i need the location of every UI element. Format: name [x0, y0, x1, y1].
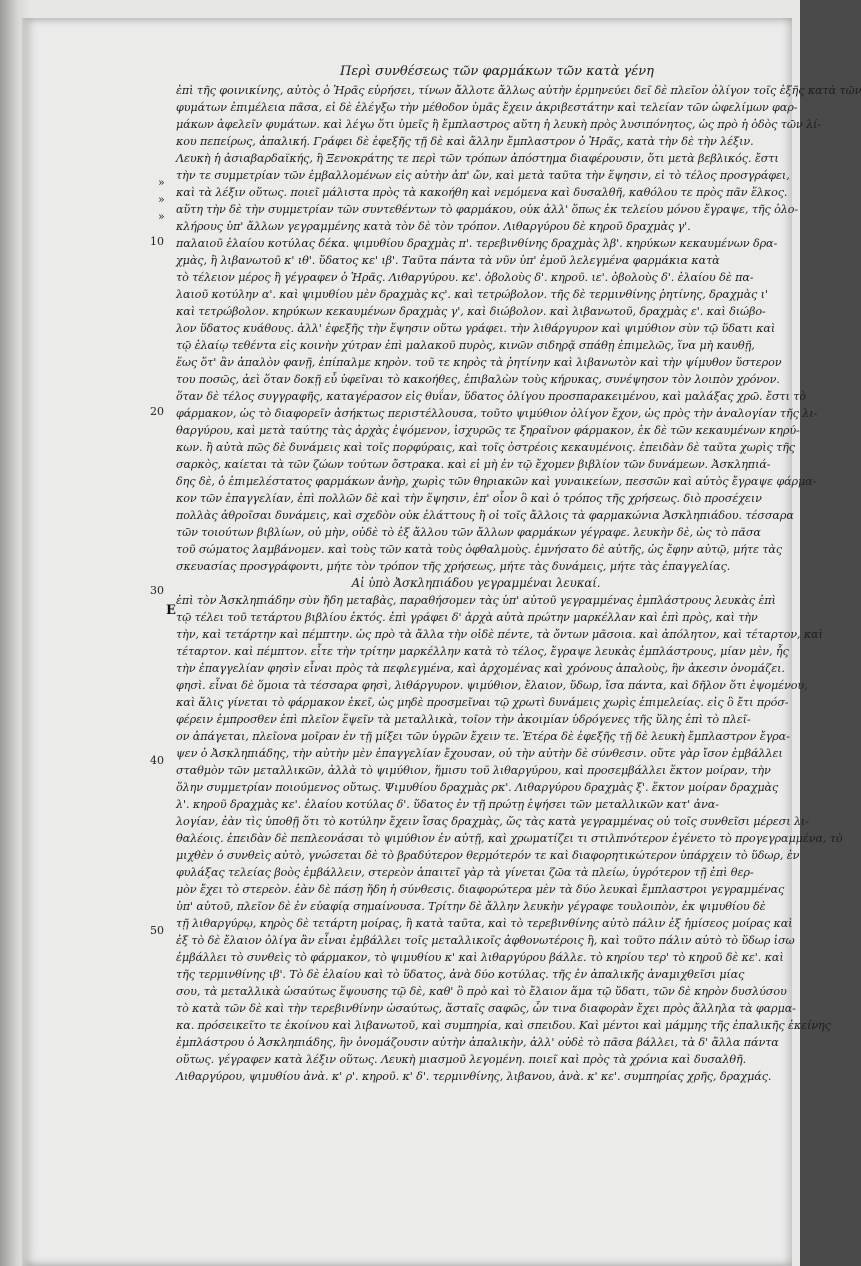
text-line: τέταρτον. καὶ πέμπτον. εἶτε τὴν τρίτην μαρκέλλην κατὰ τὸ τέλος, ἔγραψε λευκὰς ἐμπλάστρους, μίαν μὲν, ἧς [176, 645, 789, 658]
text-line: σαρκὸς, καίεται τὰ τῶν ζώων τούτων ὄστρακα. καὶ εἰ μὴ ἐν τῷ ἔχομεν βιβλίον τῶν δυνάμεων. Ἀσκληπιά- [176, 458, 771, 471]
text-line: ἐξ τὸ δὲ ἔλαιον ὀλίγα ἂν εἶναι ἐμβάλλει τοῖς μεταλλικοῖς ἀφθονωτέροις ἢ, καὶ τοῦτο πάλιν αὐτὸ τὸ ὕδωρ ἰσω [176, 934, 795, 947]
margin-line-number: 50 [150, 924, 164, 937]
text-line: φέρειν ἐμπροσθεν ἐπὶ πλεῖον ἕψεῖν τὰ μεταλλικὰ, τοῖον τὴν ἀκοιμίαν ὑδρόγενες τῆς ὕλης ἐπὶ τὸ πλεῖ- [176, 713, 751, 726]
gutter-shadow [0, 0, 30, 1266]
text-line: ὅλην συμμετρίαν ποιούμενος οὕτως. Ψιμυθίου δραχμὰς ρκ'. Λιθαργύρου δραχμὰς ξ'. ἕκτον μοίραν δραχμὰς [176, 781, 779, 794]
text-line: λον ὕδατος κυάθους. ἀλλ' ἐφεξῆς τὴν ἕψησιν οὕτω γράφει. τὴν λιθάργυρον καὶ ψιμύθιον σὺν τῷ ὕδατι καὶ [176, 322, 776, 335]
margin-quote-mark: » [158, 193, 165, 206]
text-line: χμὰς, ἢ λιβανωτοῦ κ' ιθ'. ὕδατος κε' ιβ'. Ταῦτα πάντα τὰ νῦν ὑπ' ἐμοῦ λελεγμένα φαρμάκια κατὰ [176, 254, 720, 267]
text-line: θαργύρου, καὶ μετὰ ταύτης τὰς ἀρχὰς ἐψόμενον, ἰσχυρῶς τε ξηραῖνον φάρμακον, ἐκ δὲ τῶν κεκαυμένων κηρύ- [176, 424, 800, 437]
text-line: καὶ τὰ λέξιν οὕτως. ποιεῖ μάλιστα πρὸς τὰ κακοήθη καὶ νεμόμενα καὶ δυσαλθῆ, καθόλου τε πρὸς πᾶν ἕλκος. [176, 186, 788, 199]
text-line: μάκων ἀφελεῖν φυμάτων. καὶ λέγω ὅτι ὑμεῖς ἢ ἔμπλαστρος αὕτη ἡ λευκὴ πρὸς λυσιπόνητος, ὡς πρὸ ἡ ὁδὸς τῶν λί- [176, 118, 822, 131]
margin-line-number: 20 [150, 405, 164, 418]
text-line: λογίαν, ἐὰν τὶς ὑποθῇ ὅτι τὸ κοτύλην ἔχειν ἴσας δραχμὰς, ὥς τὰς κατὰ γεγραμμένας οὐ τοῖς συνθεῖσι μέρεσι λι- [176, 815, 809, 828]
text-line: τοῦ σώματος λαμβάνομεν. καὶ τοὺς τῶν κατὰ τοὺς ὀφθαλμοὺς. ἐμνήσατο δὲ αὐτῆς, ὡς ἔφην αὐτῷ, μήτε τὰς [176, 543, 783, 556]
text-line: του ποσῶς, ἀεὶ ὅταν δοκῇ εὖ ὑφεῖναι τὸ κακοήθες, ἐπιβαλὼν τοὺς κήρυκας, συνέψησον τὸν λοιπὸν χρόνον. [176, 373, 780, 386]
text-line: παλαιοῦ ἐλαίου κοτύλας δέκα. ψιμυθίου δραχμὰς π'. τερεβινθίνης δραχμὰς λβ'. κηρύκων κεκαυμένων δρα- [176, 237, 778, 250]
text-line: ἐμπλάστρου ὁ Ἀσκληπιάδης, ἣν ὀνομάζουσιν αὐτὴν ἀπαλικὴν, ἀλλ' οὐδὲ τὸ πᾶσα βάλλει, τὰ δ' ἄλλα πάντα [176, 1036, 779, 1049]
margin-quote-mark: » [158, 176, 165, 189]
text-line: ψεν ὁ Ἀσκληπιάδης, τὴν αὐτὴν μὲν ἐπαγγελίαν ἔχουσαν, οὐ τὴν αὐτὴν δὲ σύνθεσιν. οὔτε γὰρ ἴσον ἐμβάλλει [176, 747, 783, 760]
text-line: τὴν, καὶ τετάρτην καὶ πέμπτην. ὡς πρὸ τὰ ἄλλα τὴν οἰδὲ πέντε, τὰ ὄντων μᾶσοια. καὶ ἀπόλητον, καὶ τέταρτον, καὶ [176, 628, 823, 641]
text-line: κλήρους ὑπ' ἄλλων γεγραμμένης κατὰ τὸν δὲ τὸν τρόπον. Λιθαργύρου δὲ κηροῦ δραχμὰς γ'. [176, 220, 691, 233]
text-line: μιχθὲν ὁ συνθεὶς αὐτὸ, γνώσεται δὲ τὸ βραδύτερον θερμότερόν τε καὶ διαφορητικώτερον ὑπάρχειν τὸ ὕδωρ, ἐν [176, 849, 800, 862]
text-line: πολλὰς ἀθροῖσαι δυνάμεις, καὶ σχεδὸν οὐκ ἐλάττους ἢ οἱ τοῖς ἄλλοις τὰ φαρμακώνια Ἀσκληπιάδου. τέσσαρα [176, 509, 794, 522]
text-line: τὴν ἐπαγγελίαν φησὶν εἶναι πρὸς τὰ πεφλεγμένα, καὶ ἀρχομένας καὶ χρόνους ἀπαλοὺς, ἣν ἀκεσιν ὀνομάζει. [176, 662, 785, 675]
text-line: φυλάξας τελείας βοὸς ἐμβάλλειν, στερεὸν ἀπαιτεῖ γὰρ τὰ γίνεται ζῶα τὰ πλείω, ὑγρότερον τῇ ἐπὶ θερ- [176, 866, 754, 879]
section-heading: Αἱ ὑπὸ Ἀσκληπιάδου γεγραμμέναι λευκαί. [351, 576, 601, 590]
text-line: ὑπ' αὐτοῦ, πλεῖον δὲ ἐν εὐαφίᾳ σημαίνουσα. Τρίτην δὲ ἄλλην λευκὴν γέγραφε τουλοιπὸν, ἐκ ψιμυθίου δὲ [176, 900, 766, 913]
text-line: καὶ ἅλις γίνεται τὸ φάρμακον ἐκεῖ, ὡς μηδὲ προσμεῖναι τῷ χρωτὶ δυνάμεις χωρὶς ἐπιμελείας. εἰς ὃ ἔτι πρόσ- [176, 696, 789, 709]
text-line: ἐπὶ τῆς φοινικίνης, αὐτὸς ὁ Ἡρᾶς εὑρήσει, τίνων ἄλλοτε ἄλλως αὐτὴν ἑρμηνεύει δεῖ δὲ πλεῖον ὀλίγον τοῖς ἑξῆς κατὰ τῶν [176, 84, 861, 97]
text-line: κων. ἢ αὐτὰ πῶς δὲ δυνάμεις καὶ τοῖς πορφύραις, καὶ τοῖς ὀστρέοις κεκαυμένοις. ἐπειδὰν δὲ ταῦτα χωρὶς τῆς [176, 441, 795, 454]
margin-line-numbers [150, 82, 176, 1222]
text-line: τῆς τερμινθίνης ιβ'. Τὸ δὲ ἐλαίου καὶ τὸ ὕδατος, ἀνὰ δύο κοτύλας. τῆς ἐν ἀπαλικῆς ἀναμιχθεῖσι μίας [176, 968, 745, 981]
text-line: κου πεπείρως, ἀπαλική. Γράφει δὲ ἐφεξῆς τῇ δὲ καὶ ἄλλην ἔμπλαστρον ὁ Ἡρᾶς, κατὰ τὴν δὲ τὴν λέξιν. [176, 135, 754, 148]
text-line: Λευκὴ ἡ ἀσιαβαρδαϊκής, ἣ Ξενοκράτης τε περὶ τῶν τρόπων ἀπόστημα διαφέρουσιν, ὅτι μετὰ βεβλικός. ἔστι [176, 152, 779, 165]
text-line: ον ἀπάγεται, πλεῖονα μοῖραν ἐν τῇ μίξει τῶν ὑγρῶν ἔχειν τε. Ἑτέρα δὲ ἐφεξῆς τῇ δὲ λευκὴ ἔμπλαστρον ἔγρα- [176, 730, 790, 743]
margin-line-number: 30 [150, 584, 164, 597]
text-line: ἐμβάλλει τὸ συνθεὶς τὸ φάρμακον, τὸ ψιμυθίου κ' καὶ λιθαργύρου βάλλε. τὸ κηρίου τερ' τὸ κηροῦ δὲ κε'. καὶ [176, 951, 784, 964]
text-line: σου, τὰ μεταλλικὰ ὡσαύτως ἕψουσης τῷ δὲ, καθ' ὃ πρὸ καὶ τὸ ἔλαιον ἅμα τῷ ὕδατι, τῶν δὲ κηρὸν δυσλύσου [176, 985, 787, 998]
margin-line-number: 40 [150, 754, 164, 767]
text-block-after-heading [176, 592, 843, 1085]
text-block-before-heading [176, 82, 861, 575]
text-line: τῷ τέλει τοῦ τετάρτου βιβλίου ἐκτός. ἐπὶ γράφει δ' ἀρχὰ αὐτὰ πρώτην μαρκέλλαν καὶ ἐπὶ πρὸς, καὶ τὴν [176, 611, 758, 624]
text-line: λαιοῦ κοτύλην α'. καὶ ψιμυθίου μὲν δραχμὰς κς'. καὶ τετρώβολον. τῆς δὲ τερμινθίνης ῥητίνης, δραχμὰς ι' [176, 288, 768, 301]
text-line: καὶ τετρώβολον. κηρύκων κεκαυμένων δραχμὰς γ', καὶ διώβολον. καὶ λιβανωτοῦ, δραχμὰς ε'. καὶ διώβο- [176, 305, 766, 318]
text-line: φησὶ. εἶναι δὲ ὅμοια τὰ τέσσαρα φησὶ, λιθάργυρον. ψιμύθιον, ἔλαιον, ὕδωρ, ἴσα πάντα, καὶ δῆλον ὅτι ἑψομένου, [176, 679, 808, 692]
text-line: ὅταν δὲ τέλος συγγραφῆς, καταγέρασον εἰς θυΐαν, ὕδατος ὀλίγου προσπαρακειμένου, καὶ μαλάξας χρῶ. ἔστι τὸ [176, 390, 806, 403]
main-text-block [176, 82, 861, 1222]
section-initial: Ε [166, 603, 176, 618]
margin-line-number: 10 [150, 235, 164, 248]
text-line: τὴν τε συμμετρίαν τῶν ἐμβαλλομένων εἰς αὐτὴν ἀπ' ὤν, καὶ μετὰ ταῦτα τὴν ἕψησιν, εἰ τὸ τέλος προσγράφει, [176, 169, 790, 182]
text-line: τῇ λιθαργύρῳ, κηρὸς δὲ τετάρτη μοίρας, ἣ κατὰ ταῦτα, καὶ τὸ τερεβινθίνης αὐτὸ πάλιν ἐξ ἡμίσεος μοίρας καὶ [176, 917, 793, 930]
text-line: θαλέοις. ἐπειδὰν δὲ πεπλεονάσαι τὸ ψιμύθιον ἐν αὐτῇ, καὶ χρωματίζει τι στιλπνότερον ἐγένετο τὸ προγεγραμμένα, τὸ [176, 832, 843, 845]
text-line: κον τῶν ἐπαγγελίαν, ἐπὶ πολλῶν δὲ καὶ τὴν ἕψησιν, ἐπ' οἷον ὃ καὶ ὁ τρόπος τῆς χρήσεως. διὸ προσέχειν [176, 492, 762, 505]
text-line: οὕτως. γέγραφεν κατὰ λέξιν οὕτως. Λευκὴ μιασμοῦ λεγομένη. ποιεῖ καὶ πρὸς τὰ χρόνια καὶ δυσαλθῆ. [176, 1053, 747, 1066]
text-line: ἕως ὅτ' ἂν ἀπαλὸν φανῇ, ἐπίπαλμε κηρὸν. τοῦ τε κηρὸς τὰ ῥητίνην καὶ λιβανωτὸν καὶ τὴν ψίμυθον ὕστερον [176, 356, 782, 369]
text-line: φυμάτων ἐπιμέλεια πᾶσα, εἰ δὲ ἐλέγξω τὴν μέθοδον ὑμᾶς ἔχειν ἀκριβεστάτην καὶ τελείαν τῶν ὠφελίμων φαρ- [176, 101, 798, 114]
text-line: τὸ τέλειον μέρος ἢ γέγραφεν ὁ Ἡρᾶς. Λιθαργύρου. κε'. ὀβολοὺς δ'. κηροῦ. ιε'. ὀβολοὺς δ'. ἐλαίου δὲ πα- [176, 271, 754, 284]
margin-quote-mark: » [158, 210, 165, 223]
text-line: μὸν ἔχει τὸ στερεὸν. ἐὰν δὲ πάσῃ ἥδη ἡ σύνθεσις. διαφορώτερα μὲν τὰ δύο λευκαὶ ἔμπλαστροι γεγραμμένας [176, 883, 785, 896]
text-line: Λιθαργύρου, ψιμυθίου ἀνὰ. κ' ρ'. κηροῦ. κ' δ'. τερμινθίνης, λιβανου, ἀνὰ. κ' κε'. συμπηρίας χρῆς, δραχμάς. [176, 1070, 772, 1083]
text-line: σκευασίας προσγράφοντι, μήτε τὸν τρόπον τῆς χρήσεως, μήτε τὰς δυνάμεις, μήτε τὰς ἐπαγγελίας. [176, 560, 731, 573]
text-line: τὸ κατὰ τῶν δὲ καὶ τὴν τερεβινθίνην ὡσαύτως, ἅσταῖς σαφῶς, ὧν τινα διαφορὰν ἔχει πρὸς ἄλληλα τὰ φαρμα- [176, 1002, 796, 1015]
text-line: τῷ ἐλαίῳ τεθέντα εἰς κοινὴν χύτραν ἐπὶ μαλακοῦ πυρὸς, κινῶν σιδηρᾷ σπάθῃ ἐπιμελῶς, ἵνα μὴ καυθῇ, [176, 339, 755, 352]
text-line: τῶν τοιούτων βιβλίων, οὐ μὴν, οὐδὲ τὸ ἐξ ἄλλου τῶν ἄλλων φαρμάκων γέγραφε. λευκὴν δὲ, ὡς τὸ πᾶσα [176, 526, 761, 539]
text-line: λ'. κηροῦ δραχμὰς κε'. ἐλαίου κοτύλας δ'. ὕδατος ἐν τῇ πρώτῃ ἑψήσει τῶν μεταλλικῶν κατ' ἀνα- [176, 798, 719, 811]
text-line: ἐπὶ τὸν Ἀσκληπιάδην σὺν ἤδη μεταβὰς, παραθήσομεν τὰς ὑπ' αὐτοῦ γεγραμμένας ἐμπλάστρους λευκὰς ἐπὶ [176, 594, 776, 607]
text-line: κα. πρόσεικεῖτο τε ἑκοίνου καὶ λιβανωτοῦ, καὶ συμπηρία, καὶ σπειδου. Καὶ μέντοι καὶ μάμμης τῆς ἐπαλικῆς ἐκείνης [176, 1019, 831, 1032]
running-head: Περὶ συνθέσεως τῶν φαρμάκων τῶν κατὰ γένη [340, 64, 654, 79]
text-line: αὕτη τὴν δὲ τὴν συμμετρίαν τῶν συντεθέντων τὸ φαρμάκου, οὐκ ἀλλ' ὅπως ἐκ τελείου μόνου ἔγραψε, τῆς ὁλο- [176, 203, 799, 216]
text-line: δης δὲ, ὁ ἐπιμελέστατος φαρμάκων ἀνὴρ, χωρὶς τῶν θηριακῶν καὶ γυναικείων, πεσσῶν καὶ αὐτὸς ἔγραψε φάρμα- [176, 475, 817, 488]
text-line: σταθμὸν τῶν μεταλλικῶν, ἀλλὰ τὸ ψιμύθιον, ἥμισυ τοῦ λιθαργύρου, καὶ προσεμβάλλει ἕκτον μοίραν, τὴν [176, 764, 771, 777]
text-line: φάρμακον, ὡς τὸ διαφορεῖν ἀσήκτως περιστέλλουσα, τοῦτο ψιμύθιον ὀλίγον ἔχον, ὡς πρὸς τὴν ἀναλογίαν τῆς λι- [176, 407, 818, 420]
